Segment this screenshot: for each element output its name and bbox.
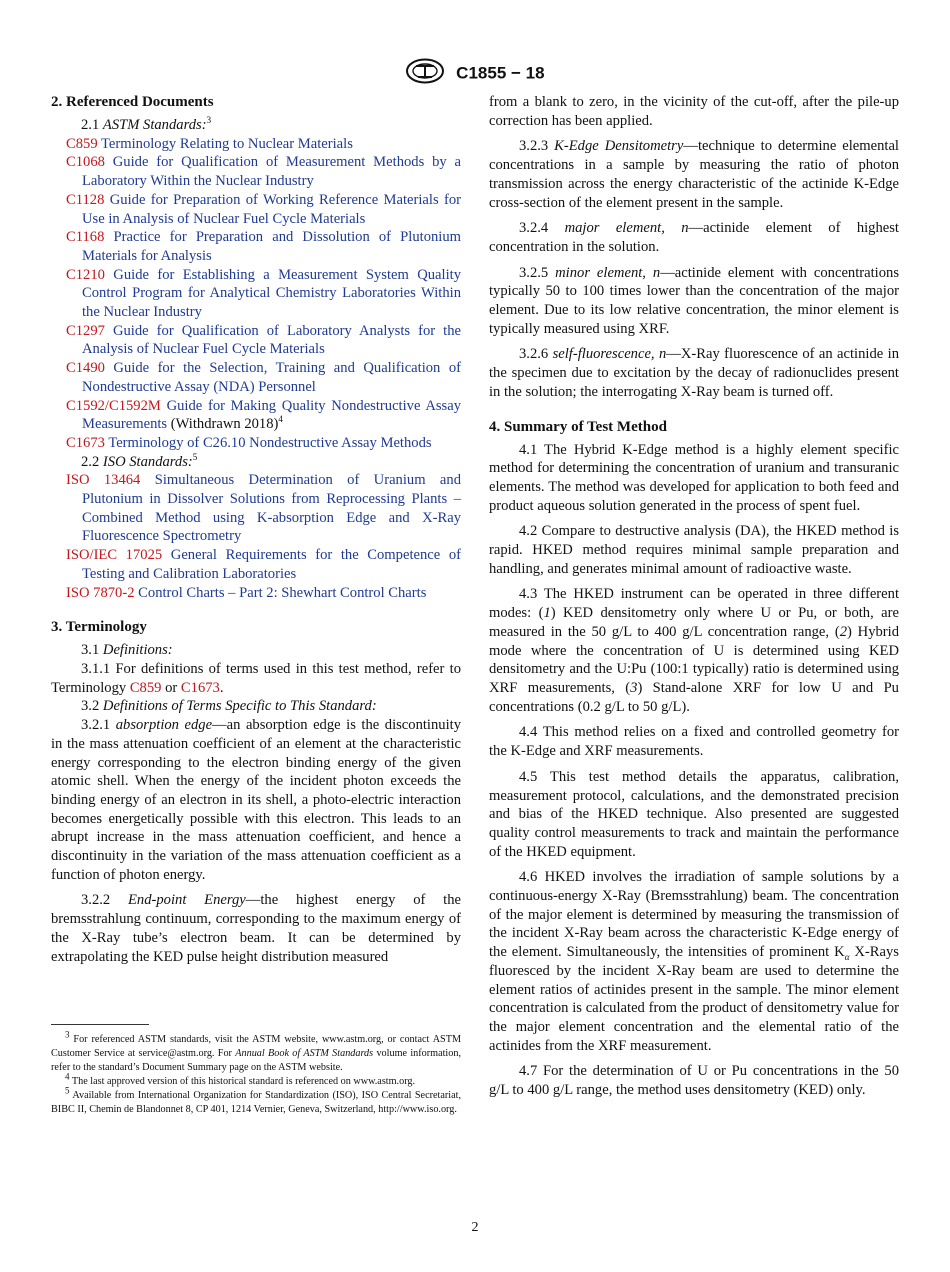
ref-link[interactable]: C1673 <box>66 434 105 451</box>
section-3-heading: 3. Terminology <box>51 619 147 636</box>
ref-link[interactable]: Control Charts – Part 2: Shewhart Control Charts <box>138 584 427 601</box>
ref-c1673 <box>51 434 461 453</box>
designation: C1855 − 18 <box>456 63 545 83</box>
footnote-4: $^4$ The last approved version of this historical standard is referenced on www.astm.org. <box>65 1071 416 1087</box>
footnote-3: $^3$ For referenced ASTM standards, visit the ASTM website, www.astm.org, or contact ASTM Customer Service at service@astm.org. For Annual Book of ASTM Standards volume information, refer to the standard’s Document Summary page on the ASTM website. <box>51 1029 461 1073</box>
para-4-5: 4.5 This test method details the apparatus, calibration, measurement protocol, calculations, and the demonstrated precision and bias of the HKED technique. Also presented are suggested quality control measurements to track and maintain the performance of the HKED equipment. <box>489 768 899 860</box>
ref-link[interactable]: Guide for the Selection, Training and Qualification of Nondestructive Assay (NDA) Personnel <box>82 360 462 395</box>
ref-link[interactable]: Guide for Making Quality Nondestructive Assay Measurements <box>82 397 462 433</box>
para-3-2-4: 3.2.4 major element, n—actinide element of highest concentration in the solution. <box>489 220 899 255</box>
para-2-2: 2.2 ISO Standards:$^5$ <box>81 451 198 470</box>
ref-link[interactable]: Terminology Relating to Nuclear Materials <box>101 135 353 152</box>
footnotes <box>51 1029 461 1117</box>
ref-link[interactable]: General Requirements for the Competence of Testing and Calibration Laboratories <box>82 547 461 582</box>
para-4-3: 4.3 The HKED instrument can be operated in three different modes: (1) KED densitometry only where U or Pu, or both, are measured in the 50 g/L to 400 g/L concentration range, (2) Hybrid mode where the concentration of U is determined using KED densitometry and the U:Pu (100:1 typically) ratio is determined using XRF measurements, (3) Stand-alone XRF for low U and Pu concentrations (0.2 g/L to 50 g/L). <box>489 586 900 715</box>
ref-link[interactable]: ISO 13464 <box>66 472 141 489</box>
ref-c1490 <box>51 359 461 396</box>
ref-link[interactable]: Guide for Qualification of Laboratory Analysts for the Analysis of Nuclear Fuel Cycle Materials <box>82 322 461 358</box>
para-3-1-1: 3.1.1 For definitions of terms used in this test method, refer to Terminology C859 or C1673. <box>51 660 461 696</box>
section-2-heading: 2. Referenced Documents <box>51 94 214 110</box>
ref-link[interactable]: Guide for Preparation of Working Reference Materials for Use in Analysis of Nuclear Fuel Cycle Materials <box>82 191 461 227</box>
ref-link[interactable]: Practice for Preparation and Dissolution of Plutonium Materials for Analysis <box>82 229 461 264</box>
para-3-2: 3.2 Definitions of Terms Specific to This Standard: <box>81 698 377 715</box>
para-3-2-1: 3.2.1 absorption edge—an absorption edge is the discontinuity in the mass attenuation coefficient of an element at the characteristic energy corresponding to the electron binding energy of the given atomic shell. When the energy of the incident photon exceeds the binding energy of an electron in its shell, a photo-electric interaction becomes energetically possible with this electron. This leads to an abrupt increase in the mass attenuation coefficient, and hence a discontinuity in the variation of the mass attenuation coefficient as a function of photon energy. <box>51 717 461 883</box>
ref-iso-13464 <box>51 471 461 546</box>
right-column <box>489 93 899 1100</box>
ref-link[interactable]: C1210 <box>66 266 105 283</box>
ref-c1210 <box>51 266 461 322</box>
page-number: 2 <box>471 1220 479 1235</box>
ref-c1297 <box>51 322 461 359</box>
para-2-1: 2.1 ASTM Standards:$^3$ <box>81 115 212 133</box>
ref-link[interactable]: C1297 <box>66 322 105 339</box>
ref-link[interactable]: C1592/C1592M <box>66 397 161 414</box>
para-4-7: 4.7 For the determination of U or Pu concentrations in the 50 g/L to 400 g/L range, the method uses densitometry (KED) only. <box>489 1063 899 1099</box>
ref-link[interactable]: C1673 <box>180 679 220 696</box>
footnote-rule <box>51 1024 149 1025</box>
para-4-4: 4.4 This method relies on a fixed and controlled geometry for the K-Edge and XRF measurements. <box>489 724 899 760</box>
ref-link[interactable]: C859 <box>129 679 162 696</box>
section-4-heading: 4. Summary of Test Method <box>489 418 667 435</box>
para-3-2-5: 3.2.5 minor element, n—actinide element with concentrations typically 50 to 100 times lower than the concentration of the major element. Due to its low relative concentration, the minor element is typically measured using XRF. <box>489 264 899 337</box>
para-3-2-2-cont: from a blank to zero, in the vicinity of the cut-off, after the pile-up correction has been applied. <box>489 94 899 129</box>
para-3-2-6: 3.2.6 self-fluorescence, n—X-Ray fluorescence of an actinide in the specimen due to excitation by the decay of radionuclides present in the solution; the interrogating X-Ray beam is turned off. <box>489 346 899 400</box>
ref-iso-7870 <box>51 584 461 603</box>
ref-c1168 <box>51 228 461 265</box>
para-3-2-2: 3.2.2 End-point Energy—the highest energy of the bremsstrahlung continuum, corresponding to the maximum energy of the X-Ray tube’s electron beam. It can be determined by extrapolating the KED pulse height distribution measured <box>51 892 461 965</box>
ref-link[interactable]: ISO 7870-2 <box>66 584 135 601</box>
ref-iso-17025 <box>51 546 461 583</box>
ref-link[interactable]: C1128 <box>66 191 105 208</box>
ref-link[interactable]: Simultaneous Determination of Uranium and Plutonium in Dissolver Solutions from Reprocessing Plants – Combined Method using K-absorption Edge and X-Ray Fluorescence Spectrometry <box>82 472 461 545</box>
para-3-1: 3.1 Definitions: <box>81 642 173 659</box>
para-4-1: 4.1 The Hybrid K-Edge method is a highly element specific method for determining the concentration of uranium and transuranic elements. The method was developed for application to both feed and product aqueous solution generated in the process of spent fuel. <box>489 441 899 514</box>
ref-link[interactable]: ISO/IEC 17025 <box>66 547 163 564</box>
ref-link[interactable]: C859 <box>66 135 98 152</box>
ref-link[interactable]: Guide for Establishing a Measurement System Quality Control Program for Analytical Chemistry Laboratories Within the Nuclear Industry <box>82 266 461 321</box>
para-4-6: 4.6 HKED involves the irradiation of sample solutions by a continuous-energy X-Ray (Bremsstrahlung) beam. The concentration of the major element is determined by measuring the transmission of the incident X-Ray beam across the characteristic K-Edge energy of the element. Simultaneously, the intensities of prominent $K_\alpha$ X-Rays fluoresced by the incident X-Ray beam are used to determine the element ratios of actinides present in the sample. The minor element concentration is calculated from the product of densitometry value for the major element concentration and the elemental ratio of the actinides from the XRF measurement. <box>489 869 899 1054</box>
ref-link[interactable]: C1490 <box>66 360 105 377</box>
left-column <box>51 93 461 966</box>
ref-c1592: C1592/C1592M Guide for Making Quality Nondestructive Assay Measurements (Withdrawn 2018)$^4$ <box>66 397 462 433</box>
ref-link[interactable]: C1168 <box>66 229 105 246</box>
ref-c1128 <box>51 191 461 228</box>
ref-link[interactable]: Terminology of C26.10 Nondestructive Assay Methods <box>108 434 432 451</box>
ref-c1068 <box>51 153 461 190</box>
ref-c859 <box>51 135 461 154</box>
para-3-2-3: 3.2.3 K-Edge Densitometry—technique to determine elemental concentrations in a sample by measuring the ratio of photon transmission across the energy characteristic of the actinide K-Edge cross-section of the element present in the sample. <box>489 138 899 211</box>
footnote-5: $^5$ Available from International Organization for Standardization (ISO), ISO Central Secretariat, BIBC II, Chemin de Blandonnet 8, CP 401, 1214 Vernier, Geneva, Switzerland, http://www.iso.org. <box>51 1085 461 1115</box>
astm-logo-icon <box>405 58 445 89</box>
ref-link[interactable]: Guide for Qualification of Measurement Methods by a Laboratory Within the Nuclear Industry <box>82 154 461 190</box>
page-header <box>0 58 950 89</box>
para-4-2: 4.2 Compare to destructive analysis (DA), the HKED method is rapid. HKED method requires minimal sample preparation and handling, and generates minimal amount of radioactive waste. <box>489 523 899 577</box>
ref-link[interactable]: C1068 <box>66 154 105 171</box>
